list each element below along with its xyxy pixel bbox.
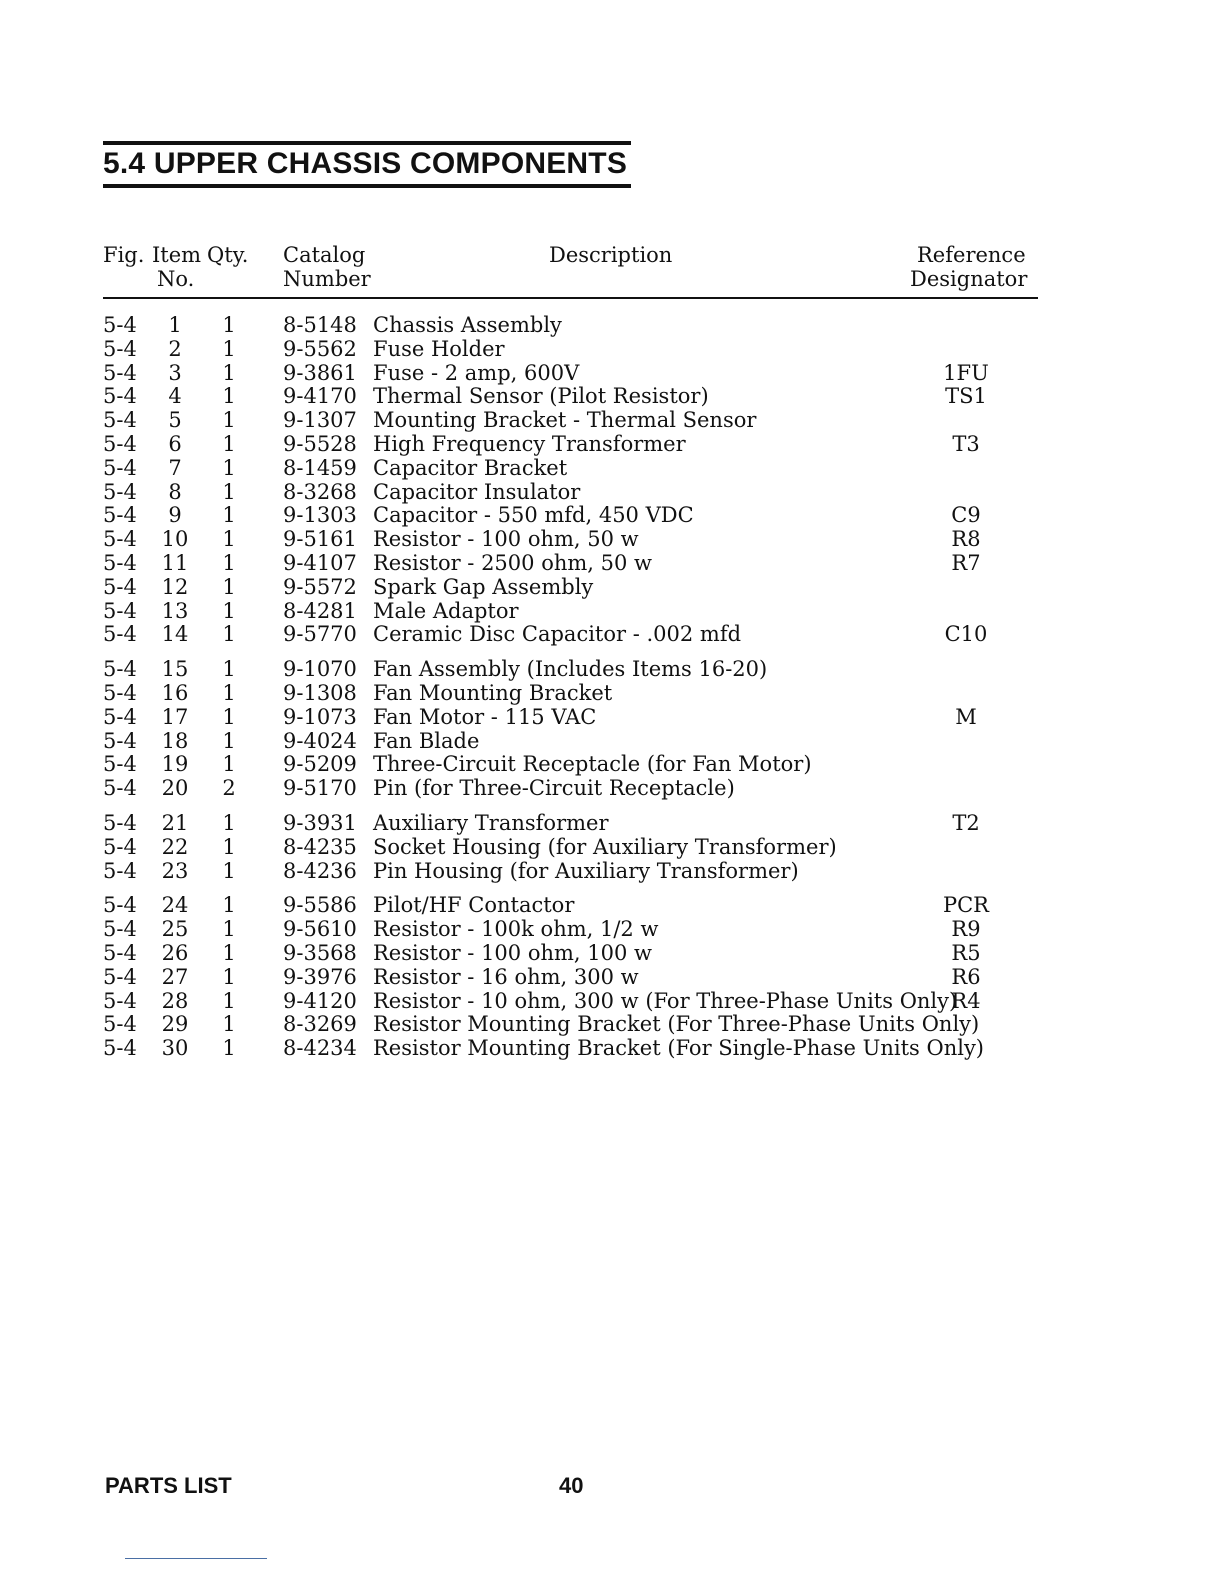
cell-fig: 5-4 (103, 336, 137, 361)
cell-item-no: 14 (161, 622, 189, 647)
footer-section-label: PARTS LIST (105, 1473, 232, 1498)
cell-description: Capacitor Bracket (373, 455, 568, 480)
cell-description: Ceramic Disc Capacitor - .002 mfd (373, 622, 742, 647)
cell-fig: 5-4 (103, 598, 137, 623)
cell-fig: 5-4 (103, 858, 137, 883)
cell-catalog-number: 9-1308 (283, 680, 357, 705)
cell-fig: 5-4 (103, 776, 137, 801)
cell-fig: 5-4 (103, 988, 137, 1013)
cell-qty: 1 (222, 858, 236, 883)
cell-item-no: 12 (161, 574, 189, 599)
cell-item-no: 23 (161, 858, 189, 883)
cell-reference-designator: C10 (944, 622, 988, 647)
cell-description: Resistor - 100 ohm, 100 w (373, 940, 652, 965)
cell-fig: 5-4 (103, 479, 137, 504)
cell-description: Spark Gap Assembly (373, 574, 594, 599)
cell-description: Fuse - 2 amp, 600V (373, 360, 580, 385)
cell-fig: 5-4 (103, 408, 137, 433)
table-row (0, 730, 1224, 754)
cell-fig: 5-4 (103, 1012, 137, 1037)
table-row (0, 576, 1224, 600)
cell-catalog-number: 9-5610 (283, 917, 357, 942)
table-row (0, 385, 1224, 409)
cell-description: Resistor - 10 ohm, 300 w (For Three-Phase Units Only) (373, 988, 958, 1013)
cell-fig: 5-4 (103, 431, 137, 456)
cell-catalog-number: 8-3268 (283, 479, 357, 504)
cell-item-no: 10 (161, 527, 189, 552)
cell-item-no: 22 (161, 834, 189, 859)
header-divider (103, 297, 1038, 299)
table-row (0, 433, 1224, 457)
cell-description: Resistor Mounting Bracket (For Three-Phase Units Only) (373, 1012, 980, 1037)
cell-qty: 1 (222, 598, 236, 623)
cell-catalog-number: 9-1073 (283, 704, 357, 729)
parts-table-body (0, 314, 1224, 1072)
cell-reference-designator: T2 (952, 810, 980, 835)
cell-description: Fan Assembly (Includes Items 16-20) (373, 657, 768, 682)
cell-fig: 5-4 (103, 503, 137, 528)
cell-description: Pilot/HF Contactor (373, 893, 575, 918)
cell-qty: 1 (222, 1012, 236, 1037)
cell-catalog-number: 9-5161 (283, 527, 357, 552)
table-row (0, 658, 1224, 682)
cell-catalog-number: 8-1459 (283, 455, 357, 480)
cell-catalog-number: 9-5170 (283, 776, 357, 801)
cell-description: Socket Housing (for Auxiliary Transformer) (373, 834, 837, 859)
table-row (0, 706, 1224, 730)
cell-fig: 5-4 (103, 527, 137, 552)
cell-item-no: 29 (161, 1012, 189, 1037)
cell-fig: 5-4 (103, 657, 137, 682)
cell-fig: 5-4 (103, 704, 137, 729)
table-row (0, 777, 1224, 801)
header-catalog-number: Number (283, 267, 371, 291)
cell-catalog-number: 8-3269 (283, 1012, 357, 1037)
cell-item-no: 3 (168, 360, 182, 385)
cell-qty: 1 (222, 408, 236, 433)
cell-description: Resistor - 100 ohm, 50 w (373, 527, 639, 552)
cell-item-no: 11 (161, 550, 189, 575)
cell-description: Auxiliary Transformer (373, 810, 609, 835)
cell-item-no: 8 (168, 479, 182, 504)
cell-qty: 2 (222, 776, 236, 801)
table-row (0, 528, 1224, 552)
cell-item-no: 25 (161, 917, 189, 942)
cell-description: Resistor - 2500 ohm, 50 w (373, 550, 652, 575)
cell-description: Thermal Sensor (Pilot Resistor) (373, 384, 709, 409)
cell-item-no: 20 (161, 776, 189, 801)
cell-description: Mounting Bracket - Thermal Sensor (373, 408, 757, 433)
cell-fig: 5-4 (103, 313, 137, 337)
cell-fig: 5-4 (103, 622, 137, 647)
cell-qty: 1 (222, 834, 236, 859)
cell-qty: 1 (222, 455, 236, 480)
table-row (0, 504, 1224, 528)
table-row (0, 457, 1224, 481)
table-row (0, 623, 1224, 647)
cell-reference-designator: R8 (951, 527, 981, 552)
cell-qty: 1 (222, 940, 236, 965)
table-row (0, 481, 1224, 505)
table-row (0, 942, 1224, 966)
parts-group (0, 812, 1224, 883)
cell-catalog-number: 9-1070 (283, 657, 357, 682)
cell-qty: 1 (222, 479, 236, 504)
cell-description: Chassis Assembly (373, 313, 562, 337)
table-row (0, 894, 1224, 918)
table-row (0, 409, 1224, 433)
table-row (0, 552, 1224, 576)
cell-item-no: 28 (161, 988, 189, 1013)
table-row (0, 1013, 1224, 1037)
cell-description: Capacitor - 550 mfd, 450 VDC (373, 503, 694, 528)
cell-item-no: 18 (161, 728, 189, 753)
cell-catalog-number: 9-1307 (283, 408, 357, 433)
section-title-bar (103, 141, 631, 188)
cell-description: Capacitor Insulator (373, 479, 581, 504)
cell-description: Pin Housing (for Auxiliary Transformer) (373, 858, 799, 883)
cell-qty: 1 (222, 728, 236, 753)
cell-qty: 1 (222, 917, 236, 942)
cell-qty: 1 (222, 622, 236, 647)
cell-catalog-number: 9-4170 (283, 384, 357, 409)
cell-catalog-number: 8-5148 (283, 313, 357, 337)
cell-description: Resistor - 100k ohm, 1/2 w (373, 917, 659, 942)
cell-catalog-number: 9-3568 (283, 940, 357, 965)
cell-item-no: 6 (168, 431, 182, 456)
cell-fig: 5-4 (103, 360, 137, 385)
cell-fig: 5-4 (103, 1036, 137, 1061)
cell-item-no: 9 (168, 503, 182, 528)
cell-qty: 1 (222, 503, 236, 528)
cell-qty: 1 (222, 657, 236, 682)
footer-page-number: 40 (559, 1473, 584, 1498)
cell-catalog-number: 9-5586 (283, 893, 357, 918)
parts-group (0, 894, 1224, 1061)
table-row (0, 338, 1224, 362)
cell-qty: 1 (222, 810, 236, 835)
table-row (0, 314, 1224, 338)
cell-catalog-number: 8-4236 (283, 858, 357, 883)
cell-item-no: 2 (168, 336, 182, 361)
cell-qty: 1 (222, 550, 236, 575)
cell-catalog-number: 9-5528 (283, 431, 357, 456)
cell-catalog-number: 9-5572 (283, 574, 357, 599)
cell-reference-designator: R5 (951, 940, 981, 965)
cell-fig: 5-4 (103, 834, 137, 859)
cell-reference-designator: R7 (951, 550, 981, 575)
header-qty: Qty. (207, 243, 249, 267)
cell-catalog-number: 9-5770 (283, 622, 357, 647)
cell-catalog-number: 9-3976 (283, 964, 357, 989)
cell-qty: 1 (222, 680, 236, 705)
page-title: 5.4 UPPER CHASSIS COMPONENTS (103, 147, 628, 180)
cell-reference-designator: C9 (951, 503, 981, 528)
cell-fig: 5-4 (103, 940, 137, 965)
cell-qty: 1 (222, 313, 236, 337)
cell-reference-designator: M (955, 704, 977, 729)
cell-item-no: 4 (168, 384, 182, 409)
cell-catalog-number: 9-4120 (283, 988, 357, 1013)
header-catalog: Catalog (283, 243, 366, 267)
cell-reference-designator: TS1 (945, 384, 987, 409)
table-row (0, 753, 1224, 777)
cell-item-no: 16 (161, 680, 189, 705)
table-row (0, 682, 1224, 706)
table-row (0, 966, 1224, 990)
cell-item-no: 7 (168, 455, 182, 480)
cell-catalog-number: 9-4107 (283, 550, 357, 575)
header-item-no: No. (157, 267, 195, 291)
cell-catalog-number: 9-3931 (283, 810, 357, 835)
cell-item-no: 5 (168, 408, 182, 433)
footer-rule (125, 1558, 267, 1559)
cell-description: Pin (for Three-Circuit Receptacle) (373, 776, 735, 801)
cell-item-no: 24 (161, 893, 189, 918)
cell-item-no: 1 (168, 313, 182, 337)
table-row (0, 600, 1224, 624)
table-row (0, 362, 1224, 386)
cell-reference-designator: PCR (942, 893, 989, 918)
cell-qty: 1 (222, 527, 236, 552)
header-fig: Fig. (103, 243, 145, 267)
cell-qty: 1 (222, 431, 236, 456)
parts-group (0, 314, 1224, 647)
header-designator: Designator (910, 267, 1028, 291)
cell-fig: 5-4 (103, 964, 137, 989)
cell-fig: 5-4 (103, 384, 137, 409)
table-row (0, 860, 1224, 884)
cell-qty: 1 (222, 384, 236, 409)
cell-item-no: 17 (161, 704, 189, 729)
cell-qty: 1 (222, 988, 236, 1013)
cell-description: Fan Motor - 115 VAC (373, 704, 597, 729)
cell-description: High Frequency Transformer (373, 431, 686, 456)
cell-reference-designator: 1FU (943, 360, 989, 385)
cell-catalog-number: 8-4235 (283, 834, 357, 859)
cell-item-no: 21 (161, 810, 189, 835)
table-row (0, 990, 1224, 1014)
cell-qty: 1 (222, 574, 236, 599)
cell-qty: 1 (222, 964, 236, 989)
cell-description: Fan Blade (373, 728, 480, 753)
cell-fig: 5-4 (103, 917, 137, 942)
cell-fig: 5-4 (103, 574, 137, 599)
cell-reference-designator: R6 (951, 964, 981, 989)
cell-fig: 5-4 (103, 728, 137, 753)
cell-fig: 5-4 (103, 680, 137, 705)
cell-catalog-number: 8-4234 (283, 1036, 357, 1061)
table-row (0, 918, 1224, 942)
cell-qty: 1 (222, 704, 236, 729)
cell-fig: 5-4 (103, 810, 137, 835)
cell-catalog-number: 9-3861 (283, 360, 357, 385)
cell-description: Fuse Holder (373, 336, 505, 361)
cell-fig: 5-4 (103, 893, 137, 918)
cell-description: Three-Circuit Receptacle (for Fan Motor) (373, 752, 812, 777)
table-row (0, 836, 1224, 860)
header-description: Description (549, 243, 673, 267)
cell-qty: 1 (222, 1036, 236, 1061)
cell-qty: 1 (222, 752, 236, 777)
cell-description: Male Adaptor (373, 598, 519, 623)
header-item: Item (152, 243, 202, 267)
cell-catalog-number: 8-4281 (283, 598, 357, 623)
table-row (0, 1037, 1224, 1061)
cell-catalog-number: 9-5562 (283, 336, 357, 361)
cell-reference-designator: R9 (951, 917, 981, 942)
cell-description: Resistor Mounting Bracket (For Single-Phase Units Only) (373, 1036, 984, 1061)
cell-fig: 5-4 (103, 752, 137, 777)
cell-item-no: 30 (161, 1036, 189, 1061)
cell-description: Fan Mounting Bracket (373, 680, 613, 705)
cell-item-no: 27 (161, 964, 189, 989)
cell-catalog-number: 9-4024 (283, 728, 357, 753)
cell-description: Resistor - 16 ohm, 300 w (373, 964, 639, 989)
parts-group (0, 658, 1224, 801)
cell-qty: 1 (222, 893, 236, 918)
cell-fig: 5-4 (103, 550, 137, 575)
cell-catalog-number: 9-1303 (283, 503, 357, 528)
cell-fig: 5-4 (103, 455, 137, 480)
cell-catalog-number: 9-5209 (283, 752, 357, 777)
header-reference: Reference (917, 243, 1026, 267)
table-row (0, 812, 1224, 836)
cell-qty: 1 (222, 336, 236, 361)
cell-item-no: 19 (161, 752, 189, 777)
cell-reference-designator: R4 (951, 988, 981, 1013)
cell-reference-designator: T3 (952, 431, 980, 456)
cell-item-no: 26 (161, 940, 189, 965)
cell-qty: 1 (222, 360, 236, 385)
cell-item-no: 13 (161, 598, 189, 623)
cell-item-no: 15 (161, 657, 189, 682)
